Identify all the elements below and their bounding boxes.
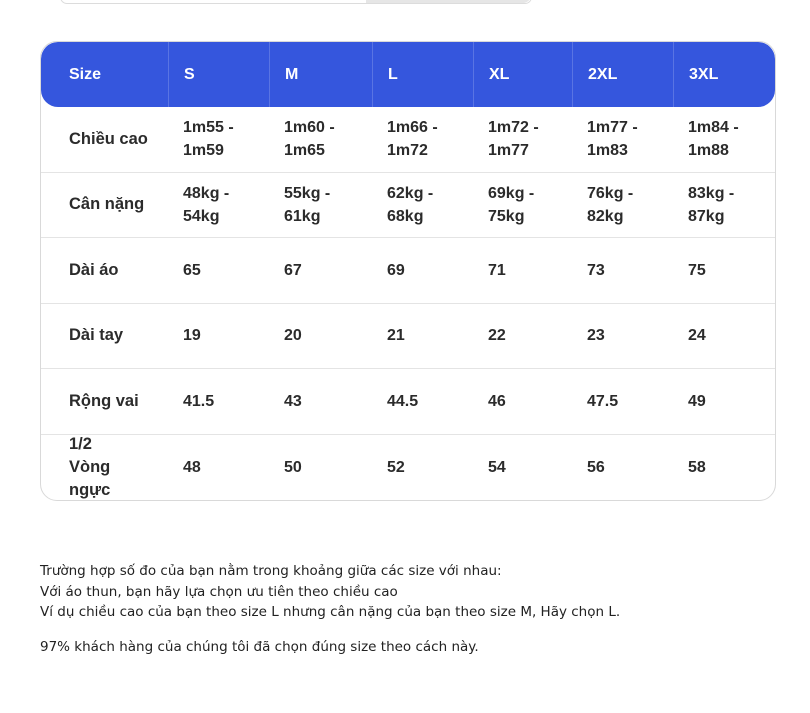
- cell-value-line: 67: [284, 261, 302, 279]
- table-cell: [372, 173, 473, 238]
- customer-stat-note: 97% khách hàng của chúng tôi đã chọn đúng size theo cách này.: [40, 639, 479, 655]
- table-cell: [168, 107, 269, 172]
- size-chart-header: [41, 42, 775, 107]
- header-cell-m: M: [269, 42, 372, 107]
- cell-value-line: 58: [688, 458, 706, 476]
- table-cell: [673, 435, 775, 501]
- note-line-3: Ví dụ chiều cao của bạn theo size L nhưng cân nặng của bạn theo size M, Hãy chọn L.: [40, 604, 621, 620]
- cell-value-line: 69kg -: [488, 184, 535, 202]
- cell-value-line: 52: [387, 458, 405, 476]
- table-cell: [473, 369, 572, 434]
- cell-value-line: 24: [688, 327, 706, 345]
- table-cell: [572, 369, 673, 434]
- cell-value-line: 1m55 -: [183, 119, 234, 137]
- table-cell: [572, 435, 673, 501]
- table-cell: [473, 238, 572, 303]
- cell-value-line: 1m72: [387, 142, 428, 160]
- header-cell-xl: XL: [473, 42, 572, 107]
- table-cell: [572, 107, 673, 172]
- table-cell: [372, 435, 473, 501]
- cell-value-line: 48kg -: [183, 184, 230, 202]
- header-cell-size: Size: [69, 66, 102, 83]
- cell-value-line: 68kg: [387, 207, 424, 225]
- cell-value-line: 1m72 -: [488, 119, 539, 137]
- table-cell: [372, 238, 473, 303]
- cell-value-line: 87kg: [688, 207, 725, 225]
- table-row: [41, 107, 775, 173]
- table-cell: [269, 369, 372, 434]
- note-line-1: Trường hợp số đo của bạn nằm trong khoảng giữa các size với nhau:: [40, 563, 502, 579]
- note-line-2: Với áo thun, bạn hãy lựa chọn ưu tiên theo chiều cao: [40, 583, 398, 600]
- header-cell-2xl: 2XL: [572, 42, 673, 107]
- cell-value-line: 19: [183, 327, 201, 345]
- table-cell: [168, 435, 269, 501]
- table-cell: [473, 173, 572, 238]
- cell-value-line: 82kg: [587, 207, 624, 225]
- table-cell: [473, 435, 572, 501]
- header-cell-l: L: [372, 42, 473, 107]
- table-cell: [673, 369, 775, 434]
- row-label: Dài áo: [69, 260, 119, 279]
- cell-value-line: 73: [587, 261, 605, 279]
- cell-value-line: 1m83: [587, 142, 628, 160]
- table-cell: [168, 369, 269, 434]
- table-cell: [372, 369, 473, 434]
- cell-value-line: 1m77 -: [587, 119, 638, 137]
- cell-value-line: 43: [284, 392, 302, 410]
- cell-value-line: 1m66 -: [387, 119, 438, 137]
- cell-value-line: 44.5: [387, 392, 419, 410]
- cell-value-line: 21: [387, 327, 405, 345]
- table-cell: [473, 304, 572, 369]
- cell-value-line: 1m65: [284, 142, 325, 160]
- cell-value-line: 20: [284, 327, 302, 345]
- table-cell: [572, 304, 673, 369]
- table-cell: [673, 173, 775, 238]
- row-label: Chiều cao: [69, 129, 148, 148]
- header-cell-3xl: 3XL: [673, 42, 775, 107]
- cell-value-line: 47.5: [587, 392, 619, 410]
- cell-value-line: 71: [488, 261, 506, 279]
- cell-value-line: 56: [587, 458, 605, 476]
- table-cell: [168, 238, 269, 303]
- cell-value-line: 22: [488, 327, 506, 345]
- table-cell: [269, 304, 372, 369]
- table-cell: [168, 304, 269, 369]
- size-chart-table: [40, 41, 776, 501]
- cell-value-line: 1m88: [688, 142, 729, 160]
- cell-value-line: 41.5: [183, 392, 215, 410]
- cell-value-line: 75: [688, 261, 706, 279]
- cell-value-line: 1m59: [183, 142, 224, 160]
- table-cell: [269, 238, 372, 303]
- table-row: [41, 369, 775, 435]
- header-cell-s: S: [168, 42, 269, 107]
- table-cell: [168, 173, 269, 238]
- table-row: [41, 173, 775, 239]
- table-cell: [473, 107, 572, 172]
- table-cell: [673, 107, 775, 172]
- table-cell: [372, 107, 473, 172]
- cell-value-line: 1m60 -: [284, 119, 335, 137]
- cell-value-line: 83kg -: [688, 184, 735, 202]
- cell-value-line: 61kg: [284, 207, 321, 225]
- previous-section-fragment: [60, 0, 532, 4]
- cell-value-line: 55kg -: [284, 184, 331, 202]
- cell-value-line: 75kg: [488, 207, 525, 225]
- table-row: [41, 435, 775, 501]
- cell-value-line: 49: [688, 392, 706, 410]
- previous-section-button-fragment: [366, 0, 531, 3]
- table-cell: [372, 304, 473, 369]
- table-cell: [673, 238, 775, 303]
- table-cell: [572, 238, 673, 303]
- table-cell: [269, 173, 372, 238]
- cell-value-line: 23: [587, 327, 605, 345]
- table-row: [41, 238, 775, 304]
- cell-value-line: 65: [183, 261, 201, 279]
- row-label: 1/2 Vòng ngực: [69, 434, 111, 499]
- cell-value-line: 1m77: [488, 142, 529, 160]
- table-cell: [673, 304, 775, 369]
- cell-value-line: 1m84 -: [688, 119, 739, 137]
- size-chart-body: [41, 107, 775, 500]
- row-label: Rộng vai: [69, 391, 139, 410]
- row-label: Cân nặng: [69, 195, 145, 214]
- size-advice-note: [40, 561, 780, 623]
- table-cell: [269, 435, 372, 501]
- cell-value-line: 46: [488, 392, 506, 410]
- table-cell: [269, 107, 372, 172]
- cell-value-line: 76kg -: [587, 184, 634, 202]
- row-label: Dài tay: [69, 326, 124, 345]
- cell-value-line: 69: [387, 261, 405, 279]
- cell-value-line: 54: [488, 458, 506, 476]
- cell-value-line: 50: [284, 458, 302, 476]
- table-cell: [572, 173, 673, 238]
- cell-value-line: 54kg: [183, 207, 220, 225]
- cell-value-line: 48: [183, 458, 201, 476]
- table-row: [41, 304, 775, 370]
- cell-value-line: 62kg -: [387, 184, 434, 202]
